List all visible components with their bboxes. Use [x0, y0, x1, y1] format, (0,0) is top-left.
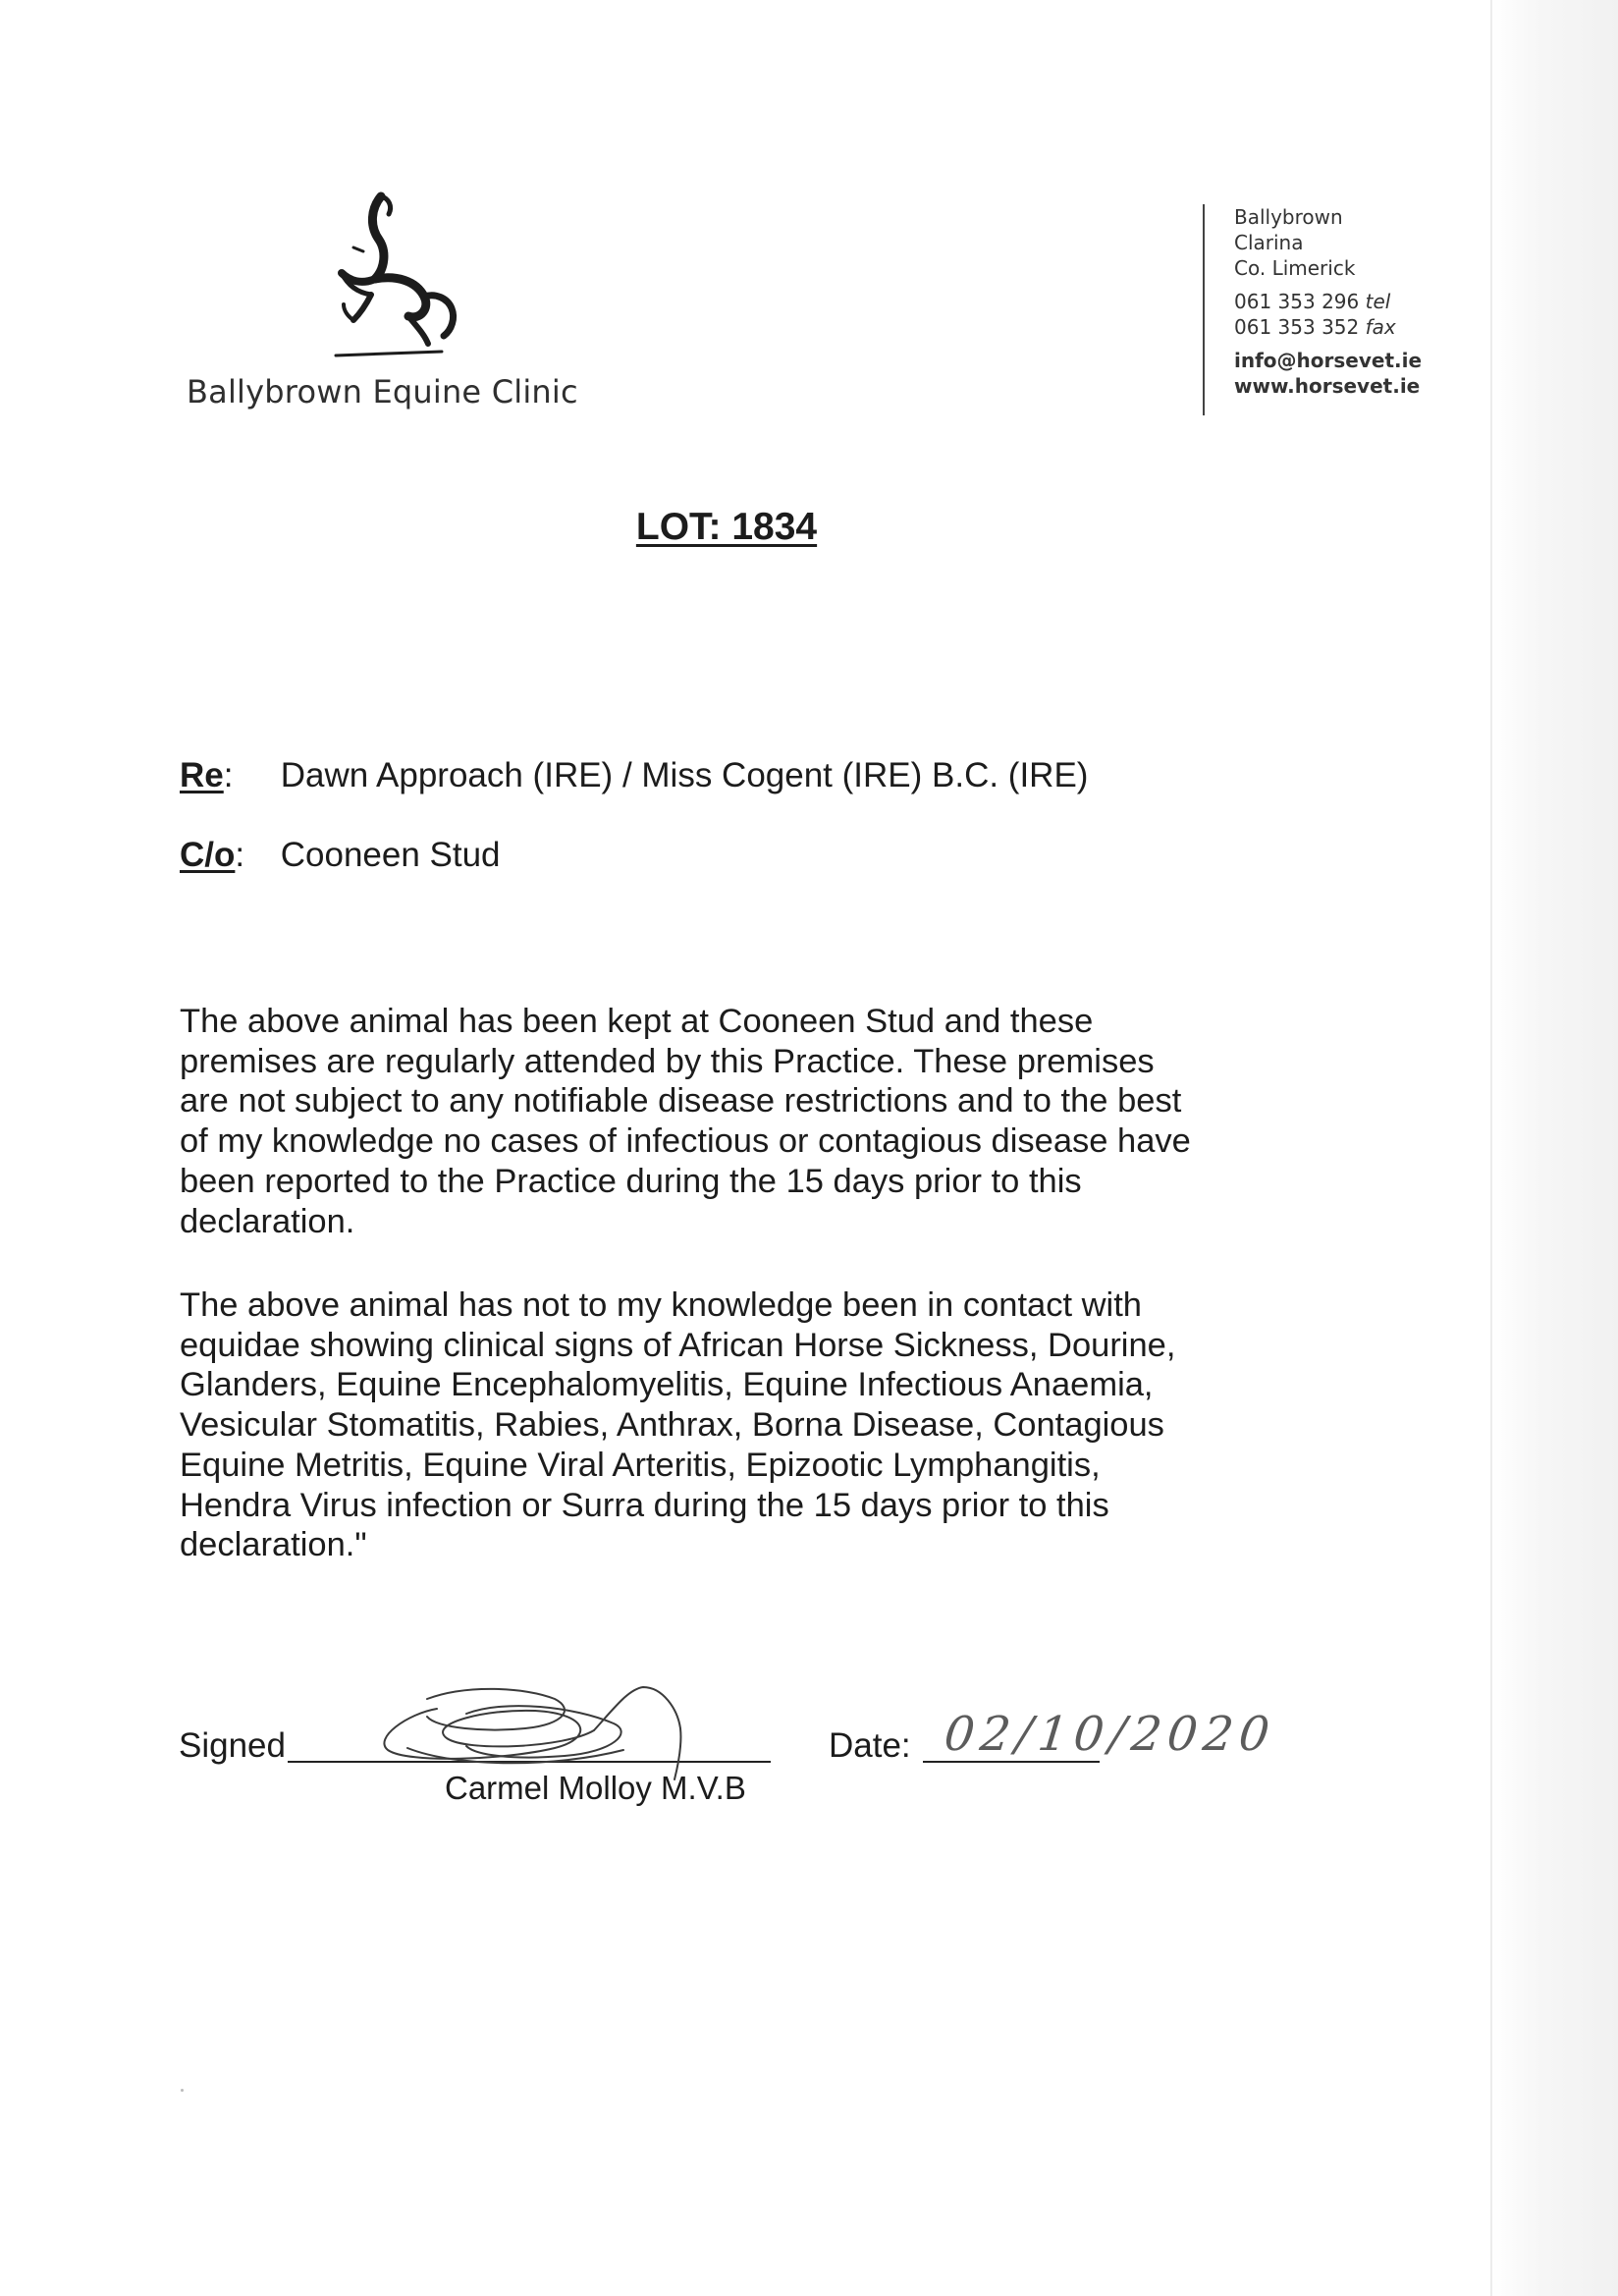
lot-title: LOT: 1834 — [635, 506, 818, 548]
co-label: C/o: — [180, 836, 245, 874]
re-label: Re: — [180, 756, 234, 794]
address-line: Ballybrown — [1234, 205, 1343, 229]
clinic-email: info@horsevet.ie — [1234, 349, 1423, 372]
address-line: Co. Limerick — [1234, 256, 1356, 280]
paragraph-line: premises are regularly attended by this Practice. These premises — [180, 1042, 1155, 1080]
co-value: Cooneen Stud — [280, 836, 501, 874]
re-label-text: Re — [180, 756, 224, 794]
paragraph-line: Glanders, Equine Encephalomyelitis, Equine Infectious Anaemia, — [180, 1366, 1154, 1404]
reference-co — [180, 836, 501, 875]
paragraph-line: Vesicular Stomatitis, Rabies, Anthrax, Borna Disease, Contagious — [180, 1406, 1164, 1445]
declaration-paragraph-2 — [180, 1285, 1269, 1565]
date-value: 02/10/2020 — [942, 1707, 1278, 1762]
paragraph-line: declaration." — [180, 1526, 367, 1564]
paragraph-line: declaration. — [180, 1202, 355, 1240]
clinic-website: www.horsevet.ie — [1234, 374, 1421, 398]
address-line: Clarina — [1234, 231, 1304, 254]
paragraph-line: Hendra Virus infection or Surra during the 15 days prior to this — [180, 1486, 1109, 1524]
rearing-horse-logo-icon — [314, 187, 471, 358]
clinic-phone-fax — [1234, 289, 1458, 340]
fax-unit: fax — [1365, 315, 1396, 339]
clinic-contact-block — [1203, 204, 1458, 415]
clinic-address — [1234, 204, 1458, 281]
re-value: Dawn Approach (IRE) / Miss Cogent (IRE) B.C. (IRE) — [280, 756, 1089, 794]
paragraph-line: of my knowledge no cases of infectious or contagious disease have — [180, 1122, 1191, 1161]
co-label-text: C/o — [180, 836, 236, 874]
fax-number: 061 353 352 — [1234, 315, 1360, 339]
date-label: Date: — [829, 1726, 911, 1765]
reference-re — [180, 756, 1088, 795]
paragraph-line: The above animal has not to my knowledge been in contact with — [180, 1286, 1142, 1324]
declaration-paragraph-1 — [180, 1002, 1269, 1241]
signer-name: Carmel Molloy M.V.B — [445, 1770, 746, 1806]
phone-unit: tel — [1365, 290, 1391, 313]
fax-line — [1234, 314, 1458, 340]
paragraph-line: are not subject to any notifiable disease restrictions and to the best — [180, 1082, 1182, 1121]
phone-line — [1234, 289, 1458, 314]
paragraph-line: been reported to the Practice during the 15 days prior to this — [180, 1162, 1082, 1200]
clinic-logo — [187, 187, 599, 422]
phone-number: 061 353 296 — [1234, 290, 1360, 313]
scan-page-edge — [1492, 0, 1618, 2296]
scan-speck — [181, 2089, 184, 2092]
scan-page-edge-line — [1490, 0, 1492, 2296]
paragraph-line: equidae showing clinical signs of African Horse Sickness, Dourine, — [180, 1326, 1176, 1364]
clinic-web — [1234, 348, 1458, 399]
paragraph-line: Equine Metritis, Equine Viral Arteritis, Epizootic Lymphangitis, — [180, 1446, 1101, 1484]
clinic-name: Ballybrown Equine Clinic — [187, 373, 578, 410]
paragraph-line: The above animal has been kept at Cooneen Stud and these — [180, 1003, 1094, 1040]
signed-label: Signed — [179, 1726, 286, 1765]
